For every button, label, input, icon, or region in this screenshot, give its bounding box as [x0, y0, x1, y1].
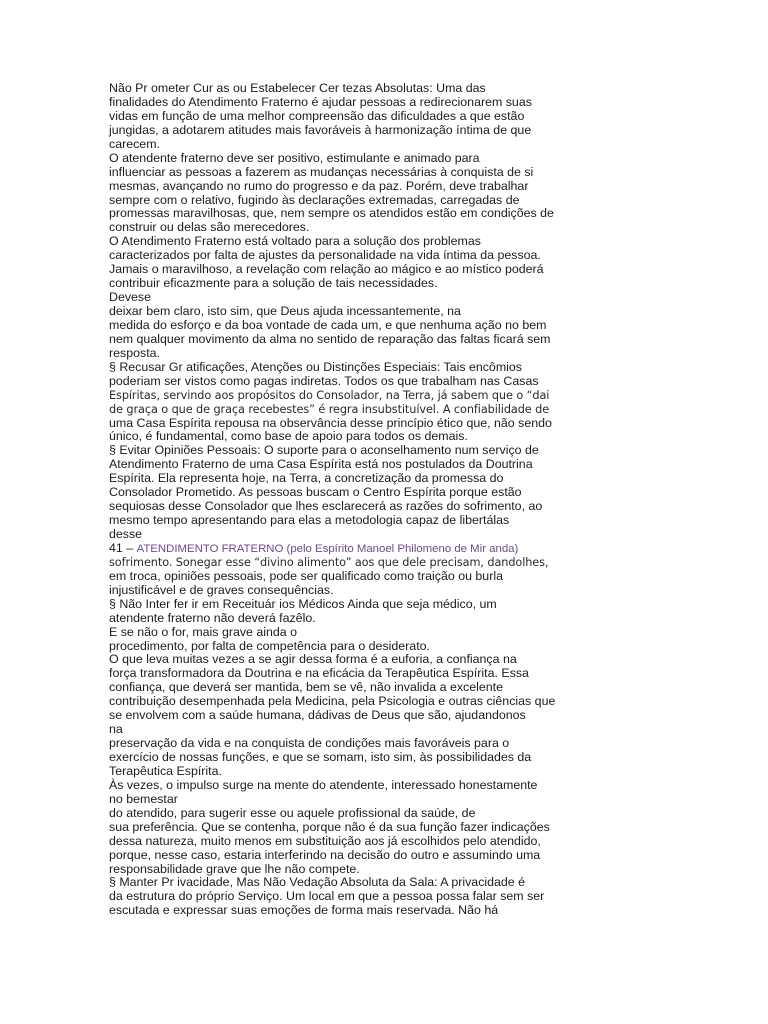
page-footer-line — [109, 542, 579, 556]
text-line: força transformadora da Doutrina e na eficácia da Terapêutica Espírita. Essa — [109, 666, 529, 681]
text-line: Devese — [109, 290, 152, 305]
text-line: jungidas, a adotarem atitudes mais favoráveis à harmonização íntima de que — [109, 122, 532, 137]
text-line: injustificável e de graves consequências. — [109, 582, 334, 597]
text-line: do atendido, para sugerir esse ou aquele profissional da saúde, de — [109, 805, 476, 820]
text-line: poderiam ser vistos como pagas indiretas. Todos os que trabalham nas Casas — [109, 373, 539, 388]
document-body — [109, 82, 579, 918]
text-line: § Evitar Opiniões Pessoais: O suporte para o aconselhamento num serviço de — [109, 443, 539, 458]
text-line: Às vezes, o impulso surge na mente do atendente, interessado honestamente — [109, 777, 538, 792]
text-line: Espírita. Ela representa hoje, na Terra, a concretização da promessa do — [109, 471, 504, 486]
text-line: caracterizados por falta de ajustes da personalidade na vida íntima da pessoa. — [109, 248, 541, 263]
text-line: resposta. — [109, 345, 160, 360]
text-line: § Manter Pr ivacidade, Mas Não Vedação Absoluta da Sala: A privacidade é — [109, 875, 526, 890]
text-line: Jamais o maravilhoso, a revelação com relação ao mágico e ao místico poderá — [109, 262, 544, 277]
text-line: Terapêutica Espírita. — [109, 763, 222, 778]
text-line: dessa natureza, muito menos em substituição aos já escolhidos pelo atendido, — [109, 833, 541, 848]
text-line: sequiosas desse Consolador que lhes esclarecerá as razões do sofrimento, ao — [109, 499, 543, 514]
text-line: medida do esforço e da boa vontade de cada um, e que nenhuma ação no bem — [109, 317, 547, 332]
text-line: na — [109, 722, 123, 737]
text-line: finalidades do Atendimento Fraterno é ajudar pessoas a redirecionarem suas — [109, 94, 532, 109]
text-line: procedimento, por falta de competência para o desiderato. — [109, 638, 430, 653]
text-line: mesmo tempo apresentando para elas a metodologia capaz de libertálas — [109, 513, 510, 528]
text-line: contribuição desempenhada pela Medicina, pela Psicologia e outras ciências que — [109, 694, 556, 709]
text-line: exercício de nossas funções, e que se somam, isto sim, às possibilidades da — [109, 750, 532, 764]
text-line: de graça o que de graça recebestes” é regra insubstituível. A confiabilidade de — [109, 402, 550, 416]
text-line: preservação da vida e na conquista de condições mais favoráveis para o — [109, 736, 510, 751]
text-line: construir ou delas são merecedores. — [109, 220, 310, 235]
text-line: mesmas, avançando no rumo do progresso e da paz. Porém, deve trabalhar — [109, 178, 529, 193]
text-line: sempre com o relativo, fugindo às declarações extremadas, carregadas de — [109, 192, 520, 207]
text-line: sua preferência. Que se contenha, porque não é da sua função fazer indicações — [109, 819, 550, 834]
text-line: desse — [109, 527, 143, 541]
text-line: se envolvem com a saúde humana, dádivas de Deus que são, ajudandonos — [109, 708, 526, 723]
text-line: Espíritas, servindo aos propósitos do Consolador, na Terra, já sabem que o “dai — [109, 388, 550, 402]
text-line: § Recusar Gr atificações, Atenções ou Distinções Especiais: Tais encômios — [109, 359, 522, 374]
running-title: ATENDIMENTO FRATERNO (pelo Espírito Manoel Philomeno de Mir anda) — [136, 542, 519, 555]
page-number: 41 – — [109, 540, 134, 555]
text-line: uma Casa Espírita repousa na observância desse princípio ético que, não sendo — [109, 415, 552, 430]
text-line: nem qualquer movimento da alma no sentido de reparação das faltas ficará sem — [109, 331, 551, 346]
text-line: da estrutura do próprio Serviço. Um local em que a pessoa possa falar sem ser — [109, 889, 545, 904]
text-line: E se não o for, mais grave ainda o — [109, 624, 298, 639]
text-line: § Não Inter fer ir em Receituár ios Médicos Ainda que seja médico, um — [109, 596, 497, 611]
text-line: Consolador Prometido. As pessoas buscam o Centro Espírita porque estão — [109, 485, 522, 500]
text-line: O que leva muitas vezes a se agir dessa forma é a euforia, a confiança na — [109, 652, 517, 667]
text-line: Não Pr ometer Cur as ou Estabelecer Cer tezas Absolutas: Uma das — [109, 81, 486, 95]
text-line: carecem. — [109, 136, 160, 151]
text-line: O Atendimento Fraterno está voltado para a solução dos problemas — [109, 234, 481, 249]
text-line: deixar bem claro, isto sim, que Deus ajuda incessantemente, na — [109, 304, 461, 318]
text-line: confiança, que deverá ser mantida, bem se vê, não invalida a excelente — [109, 680, 503, 695]
text-line: no bemestar — [109, 791, 178, 806]
text-line: Atendimento Fraterno de uma Casa Espírita está nos postulados da Doutrina — [109, 457, 533, 472]
text-line: contribuir eficazmente para a solução de tais necessidades. — [109, 276, 438, 291]
text-line: escutada e expressar suas emoções de forma mais reservada. Não há — [109, 903, 499, 918]
text-line: vidas em função de uma melhor compreensão das dificuldades a que estão — [109, 108, 525, 123]
text-line: responsabilidade grave que lhe não compete. — [109, 861, 360, 876]
text-line: em troca, opiniões pessoais, pode ser qualificado como traição ou burla — [109, 568, 503, 583]
text-line: influenciar as pessoas a fazerem as mudanças necessárias à conquista de si — [109, 164, 534, 179]
text-line: único, é fundamental, como base de apoio para todos os demais. — [109, 429, 468, 444]
text-line: O atendente fraterno deve ser positivo, estimulante e animado para — [109, 150, 480, 165]
text-line: porque, nesse caso, estaria interferindo na decisão do outro e assumindo uma — [109, 847, 541, 862]
text-line: promessas maravilhosas, que, nem sempre os atendidos estão em condições de — [109, 206, 554, 221]
text-line: atendente fraterno não deverá fazêlo. — [109, 610, 316, 625]
text-line: sofrimento. Sonegar esse “divino alimento” aos que dele precisam, dandolhes, — [109, 555, 549, 569]
